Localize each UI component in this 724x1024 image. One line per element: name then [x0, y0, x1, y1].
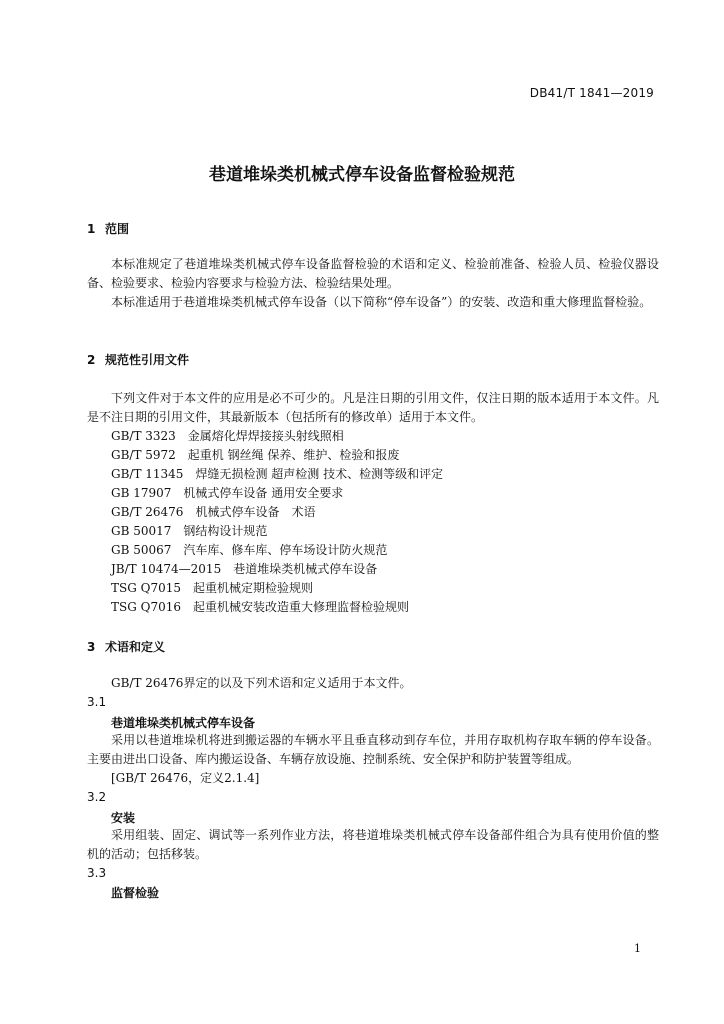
section-1-paragraph-1: 本标准规定了巷道堆垛类机械式停车设备监督检验的术语和定义、检验前准备、检验人员、检验仪器设备、检验要求、检验内容要求与检验方法、检验结果处理。: [87, 257, 659, 290]
reference-item: JB/T 10474—2015 巷道堆垛类机械式停车设备: [111, 562, 378, 576]
term-definition: 采用以巷道堆垛机将进到搬运器的车辆水平且垂直移动到存车位，并用存取机构存取车辆的停车设备。主要由进出口设备、库内搬运设备、车辆存放设施、控制系统、安全保护和防护装置等组成。: [87, 733, 659, 766]
section-1-heading: [87, 220, 129, 237]
section-1-paragraph-2: 本标准适用于巷道堆垛类机械式停车设备（以下简称“停车设备”）的安装、改造和重大修理监督检验。: [111, 295, 652, 309]
reference-item: GB 50067 汽车库、修车库、停车场设计防火规范: [111, 543, 388, 557]
term-number: 3.2: [87, 790, 107, 804]
section-title: 术语和定义: [105, 640, 166, 654]
reference-item: GB 50017 钢结构设计规范: [111, 524, 268, 538]
term-title: 监督检验: [111, 886, 160, 900]
document-title: 巷道堆垛类机械式停车设备监督检验规范: [209, 165, 515, 185]
reference-item: GB/T 5972 起重机 钢丝绳 保养、维护、检验和报废: [111, 448, 400, 462]
reference-item: GB 17907 机械式停车设备 通用安全要求: [111, 486, 344, 500]
section-3-heading: [87, 638, 165, 655]
reference-item: GB/T 3323 金属熔化焊焊接接头射线照相: [111, 429, 344, 443]
term-source: [GB/T 26476，定义2.1.4]: [111, 771, 260, 785]
section-3-intro: GB/T 26476界定的以及下列术语和定义适用于本文件。: [111, 676, 412, 690]
term-title: 巷道堆垛类机械式停车设备: [111, 716, 256, 730]
term-number: 3.3: [87, 866, 107, 880]
reference-item: TSG Q7016 起重机械安装改造重大修理监督检验规则: [111, 600, 410, 614]
term-definition: 采用组装、固定、调试等一系列作业方法，将巷道堆垛类机械式停车设备部件组合为具有使用价值的整机的活动；包括移装。: [87, 828, 659, 861]
document-code: DB41/T 1841—2019: [529, 86, 654, 100]
reference-item: TSG Q7015 起重机械定期检验规则: [111, 581, 314, 595]
section-number: 3: [87, 640, 96, 654]
section-number: 1: [87, 222, 96, 236]
section-title: 规范性引用文件: [105, 353, 190, 367]
section-2-heading: [87, 351, 189, 368]
reference-item: GB/T 11345 焊缝无损检测 超声检测 技术、检测等级和评定: [111, 467, 444, 481]
page-number: 1: [634, 942, 641, 955]
section-2-intro: 下列文件对于本文件的应用是必不可少的。凡是注日期的引用文件，仅注日期的版本适用于本文件。凡是不注日期的引用文件，其最新版本（包括所有的修改单）适用于本文件。: [87, 391, 659, 424]
reference-item: GB/T 26476 机械式停车设备 术语: [111, 505, 316, 519]
section-number: 2: [87, 353, 96, 367]
term-number: 3.1: [87, 695, 107, 709]
term-title: 安装: [111, 811, 136, 825]
section-title: 范围: [105, 222, 130, 236]
